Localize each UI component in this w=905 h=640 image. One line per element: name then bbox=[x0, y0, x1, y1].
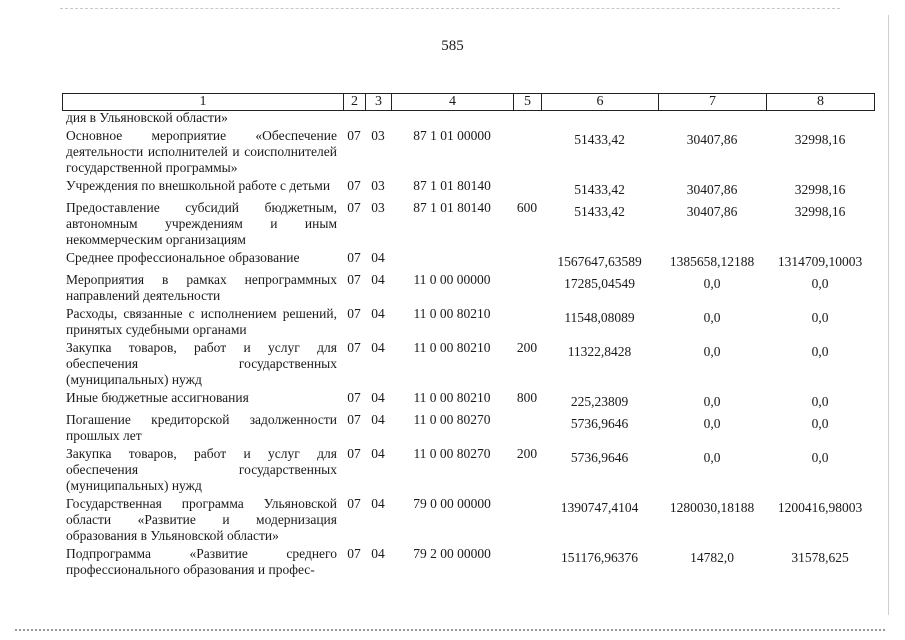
row-name: дия в Ульяновской области» bbox=[66, 110, 228, 125]
row-subsection: 04 bbox=[371, 446, 385, 461]
row-target-code: 11 0 00 80210 bbox=[413, 340, 491, 355]
table-row bbox=[62, 128, 874, 178]
row-subsection: 03 bbox=[371, 200, 385, 215]
row-subsection: 03 bbox=[371, 128, 385, 143]
row-amount-col6: 11548,08089 bbox=[564, 310, 635, 325]
row-amount-col6: 11322,8428 bbox=[567, 344, 632, 359]
row-amount-col6: 151176,96376 bbox=[560, 550, 639, 565]
row-subsection: 04 bbox=[371, 340, 385, 355]
row-target-code: 87 1 01 00000 bbox=[413, 128, 491, 143]
table-row bbox=[62, 546, 874, 580]
table-row bbox=[62, 306, 874, 340]
row-amount-col7: 0,0 bbox=[703, 416, 721, 431]
row-section: 07 bbox=[347, 546, 361, 561]
row-name: Учреждения по внешкольной работе с детьми bbox=[66, 178, 331, 193]
row-target-code: 79 0 00 00000 bbox=[413, 496, 491, 511]
table-row bbox=[62, 390, 874, 412]
row-amount-col8: 1200416,98003 bbox=[777, 500, 863, 515]
row-amount-col7 bbox=[658, 110, 766, 128]
row-section: 07 bbox=[347, 200, 361, 215]
row-amount-col8: 31578,625 bbox=[791, 550, 849, 565]
row-target-code: 87 1 01 80140 bbox=[413, 200, 491, 215]
scan-edge-bottom bbox=[15, 629, 885, 631]
scan-edge-right bbox=[888, 15, 889, 615]
row-name: Мероприятия в рамках непрограммных направлений деятельности bbox=[66, 272, 337, 303]
header-col-4: 4 bbox=[392, 94, 514, 111]
row-subsection: 04 bbox=[371, 250, 385, 265]
row-amount-col8: 0,0 bbox=[811, 310, 829, 325]
row-amount-col7: 0,0 bbox=[703, 450, 721, 465]
table-row bbox=[62, 496, 874, 546]
row-amount-col7: 0,0 bbox=[703, 310, 721, 325]
row-target-code: 11 0 00 80270 bbox=[413, 412, 491, 427]
row-section: 07 bbox=[347, 128, 361, 143]
row-name: Подпрограмма «Развитие среднего профессионального образования и профес- bbox=[66, 546, 337, 577]
budget-table bbox=[62, 110, 874, 580]
table-row bbox=[62, 250, 874, 272]
row-subsection: 04 bbox=[371, 306, 385, 321]
row-section: 07 bbox=[347, 306, 361, 321]
row-amount-col6: 5736,9646 bbox=[570, 416, 629, 431]
row-name: Погашение кредиторской задолженности прошлых лет bbox=[66, 412, 337, 443]
header-col-7: 7 bbox=[659, 94, 767, 111]
row-expense-type bbox=[513, 412, 541, 446]
row-expense-type bbox=[513, 178, 541, 200]
row-subsection: 03 bbox=[371, 178, 385, 193]
row-amount-col6: 1567647,63589 bbox=[557, 254, 642, 269]
header-col-2: 2 bbox=[344, 94, 366, 111]
row-expense-type: 200 bbox=[516, 446, 538, 461]
header-col-6: 6 bbox=[542, 94, 659, 111]
row-amount-col8: 32998,16 bbox=[794, 182, 846, 197]
row-name: Государственная программа Ульяновской области «Развитие и модернизация образования в Ульяновской области» bbox=[66, 496, 337, 543]
row-amount-col8: 0,0 bbox=[811, 416, 829, 431]
row-expense-type: 800 bbox=[516, 390, 538, 405]
header-col-5: 5 bbox=[514, 94, 542, 111]
row-section: 07 bbox=[347, 178, 361, 193]
row-section: 07 bbox=[347, 496, 361, 511]
row-name: Основное мероприятие «Обеспечение деятельности исполнителей и соисполнителей государственной программы» bbox=[66, 128, 337, 175]
row-amount-col6: 51433,42 bbox=[574, 132, 625, 147]
table-row bbox=[62, 110, 874, 128]
row-target-code: 79 2 00 00000 bbox=[413, 546, 491, 561]
row-expense-type bbox=[513, 250, 541, 272]
row-amount-col8: 0,0 bbox=[811, 344, 829, 359]
page-number: 585 bbox=[441, 38, 464, 54]
row-target-code: 11 0 00 80210 bbox=[413, 390, 491, 405]
table-row bbox=[62, 272, 874, 306]
row-amount-col7: 0,0 bbox=[703, 276, 721, 291]
row-target-code bbox=[391, 110, 513, 128]
row-expense-type bbox=[513, 546, 541, 580]
row-name: Предоставление субсидий бюджетным, автономным учреждениям и иным некоммерческим организациям bbox=[66, 200, 337, 247]
row-expense-type bbox=[513, 496, 541, 546]
row-amount-col8 bbox=[766, 110, 874, 128]
row-expense-type: 600 bbox=[516, 200, 538, 215]
table-row bbox=[62, 178, 874, 200]
row-amount-col6 bbox=[541, 110, 658, 128]
row-name: Среднее профессиональное образование bbox=[66, 250, 300, 265]
table-row bbox=[62, 446, 874, 496]
row-amount-col8: 32998,16 bbox=[794, 204, 846, 219]
row-section: 07 bbox=[347, 446, 361, 461]
row-target-code: 87 1 01 80140 bbox=[413, 178, 491, 193]
row-target-code: 11 0 00 00000 bbox=[413, 272, 491, 287]
row-amount-col7: 30407,86 bbox=[686, 204, 738, 219]
row-section: 07 bbox=[347, 272, 361, 287]
row-amount-col6: 17285,04549 bbox=[564, 276, 635, 291]
row-subsection: 04 bbox=[371, 412, 385, 427]
row-name: Иные бюджетные ассигнования bbox=[66, 390, 249, 405]
row-subsection: 04 bbox=[371, 272, 385, 287]
row-amount-col6: 51433,42 bbox=[574, 204, 625, 219]
row-section: 07 bbox=[347, 412, 361, 427]
row-section bbox=[343, 110, 365, 128]
header-col-3: 3 bbox=[366, 94, 392, 111]
row-amount-col8: 1314709,10003 bbox=[777, 254, 863, 269]
row-amount-col6: 51433,42 bbox=[574, 182, 625, 197]
row-subsection bbox=[365, 110, 391, 128]
row-amount-col7: 0,0 bbox=[703, 394, 721, 409]
row-expense-type bbox=[513, 128, 541, 178]
row-expense-type bbox=[513, 306, 541, 340]
header-col-1: 1 bbox=[63, 94, 344, 111]
row-amount-col7: 1280030,18188 bbox=[669, 500, 755, 515]
row-section: 07 bbox=[347, 340, 361, 355]
row-expense-type bbox=[513, 272, 541, 306]
row-amount-col6: 1390747,4104 bbox=[560, 500, 639, 515]
row-target-code: 11 0 00 80210 bbox=[413, 306, 491, 321]
table-row bbox=[62, 200, 874, 250]
row-section: 07 bbox=[347, 390, 361, 405]
row-section: 07 bbox=[347, 250, 361, 265]
row-amount-col8: 0,0 bbox=[811, 450, 829, 465]
row-name: Закупка товаров, работ и услуг для обеспечения государственных (муниципальных) нужд bbox=[66, 340, 337, 387]
row-amount-col7: 14782,0 bbox=[690, 550, 734, 565]
column-header-table bbox=[62, 93, 875, 111]
row-target-code bbox=[391, 250, 513, 272]
table-row bbox=[62, 340, 874, 390]
row-amount-col7: 0,0 bbox=[703, 344, 721, 359]
row-amount-col8: 32998,16 bbox=[794, 132, 846, 147]
row-amount-col8: 0,0 bbox=[811, 276, 829, 291]
row-amount-col6: 225,23809 bbox=[570, 394, 629, 409]
row-subsection: 04 bbox=[371, 390, 385, 405]
row-expense-type bbox=[513, 110, 541, 128]
row-expense-type: 200 bbox=[516, 340, 538, 355]
row-amount-col7: 30407,86 bbox=[686, 182, 738, 197]
row-amount-col7: 30407,86 bbox=[686, 132, 738, 147]
row-name: Закупка товаров, работ и услуг для обеспечения государственных (муниципальных) нужд bbox=[66, 446, 337, 493]
row-subsection: 04 bbox=[371, 496, 385, 511]
row-name: Расходы, связанные с исполнением решений, принятых судебными органами bbox=[66, 306, 337, 337]
row-target-code: 11 0 00 80270 bbox=[413, 446, 491, 461]
row-amount-col8: 0,0 bbox=[811, 394, 829, 409]
header-col-8: 8 bbox=[767, 94, 875, 111]
header-row bbox=[63, 94, 875, 111]
row-amount-col7: 1385658,12188 bbox=[669, 254, 755, 269]
table-row bbox=[62, 412, 874, 446]
row-subsection: 04 bbox=[371, 546, 385, 561]
row-amount-col6: 5736,9646 bbox=[570, 450, 629, 465]
scan-edge-top bbox=[60, 8, 840, 9]
